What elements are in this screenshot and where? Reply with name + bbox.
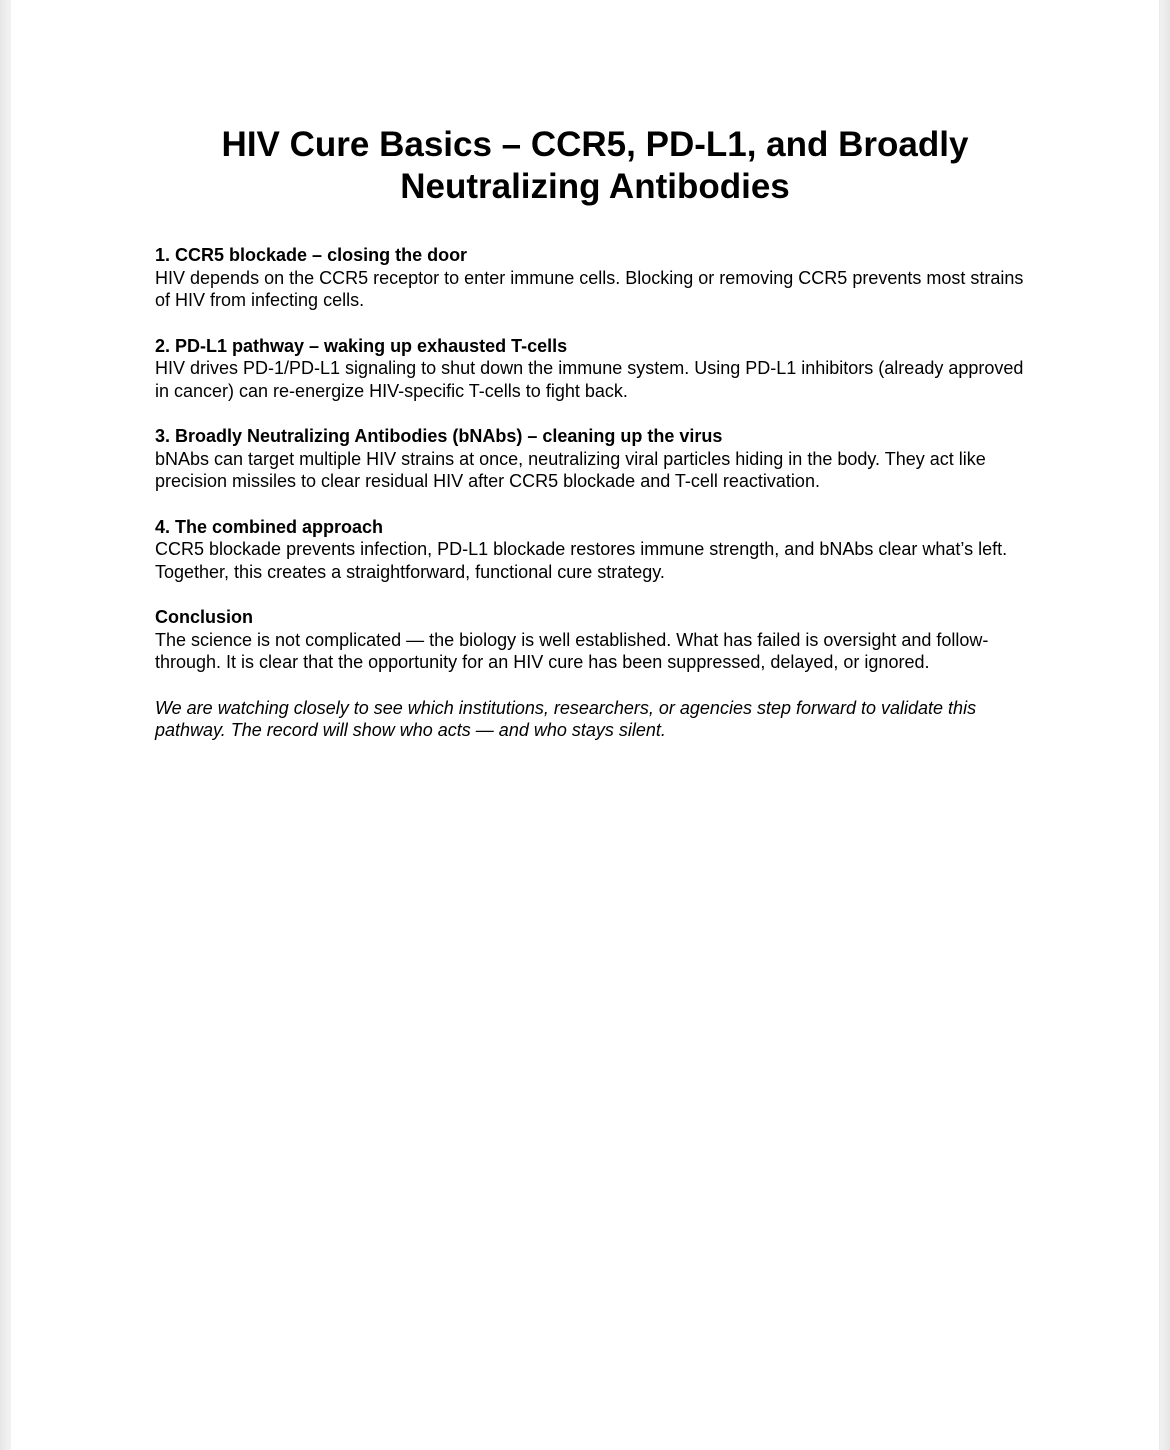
document-title: HIV Cure Basics – CCR5, PD-L1, and Broadly Neutralizing Antibodies [221,125,969,206]
section-heading: 4. The combined approach [155,516,384,537]
document-page [11,0,1159,1450]
closing-note: We are watching closely to see which institutions, researchers, or agencies step forward to validate this pathway. The record will show who acts — and who stays silent. [155,697,977,740]
section-heading: 1. CCR5 blockade – closing the door [155,245,468,265]
section-combined-approach [155,516,1035,584]
section-body: CCR5 blockade prevents infection, PD-L1 blockade restores immune strength, and bNAbs clear what’s left. Together, this creates a straightforward, functional cure strategy. [155,539,1008,582]
section-bnabs [155,425,1035,493]
section-ccr5-blockade [155,244,1035,312]
section-body: HIV drives PD-1/PD-L1 signaling to shut down the immune system. Using PD-L1 inhibitors (already approved in cancer) can re-energize HIV-specific T-cells to fight back. [155,358,1024,401]
page-content [155,124,1035,742]
section-body: The science is not complicated — the biology is well established. What has failed is oversight and follow-through. It is clear that the opportunity for an HIV cure has been suppressed, delayed, or ignored. [155,629,989,672]
section-conclusion [155,606,1035,674]
section-heading: 2. PD-L1 pathway – waking up exhausted T-cells [155,335,568,356]
section-heading: 3. Broadly Neutralizing Antibodies (bNAbs) – cleaning up the virus [155,426,723,446]
section-heading: Conclusion [155,607,253,627]
section-body: HIV depends on the CCR5 receptor to enter immune cells. Blocking or removing CCR5 prevents most strains of HIV from infecting cells. [155,267,1024,310]
section-body: bNAbs can target multiple HIV strains at once, neutralizing viral particles hiding in the body. They act like precision missiles to clear residual HIV after CCR5 blockade and T-cell reactivation. [155,448,986,491]
section-pd-l1-pathway [155,335,1035,403]
